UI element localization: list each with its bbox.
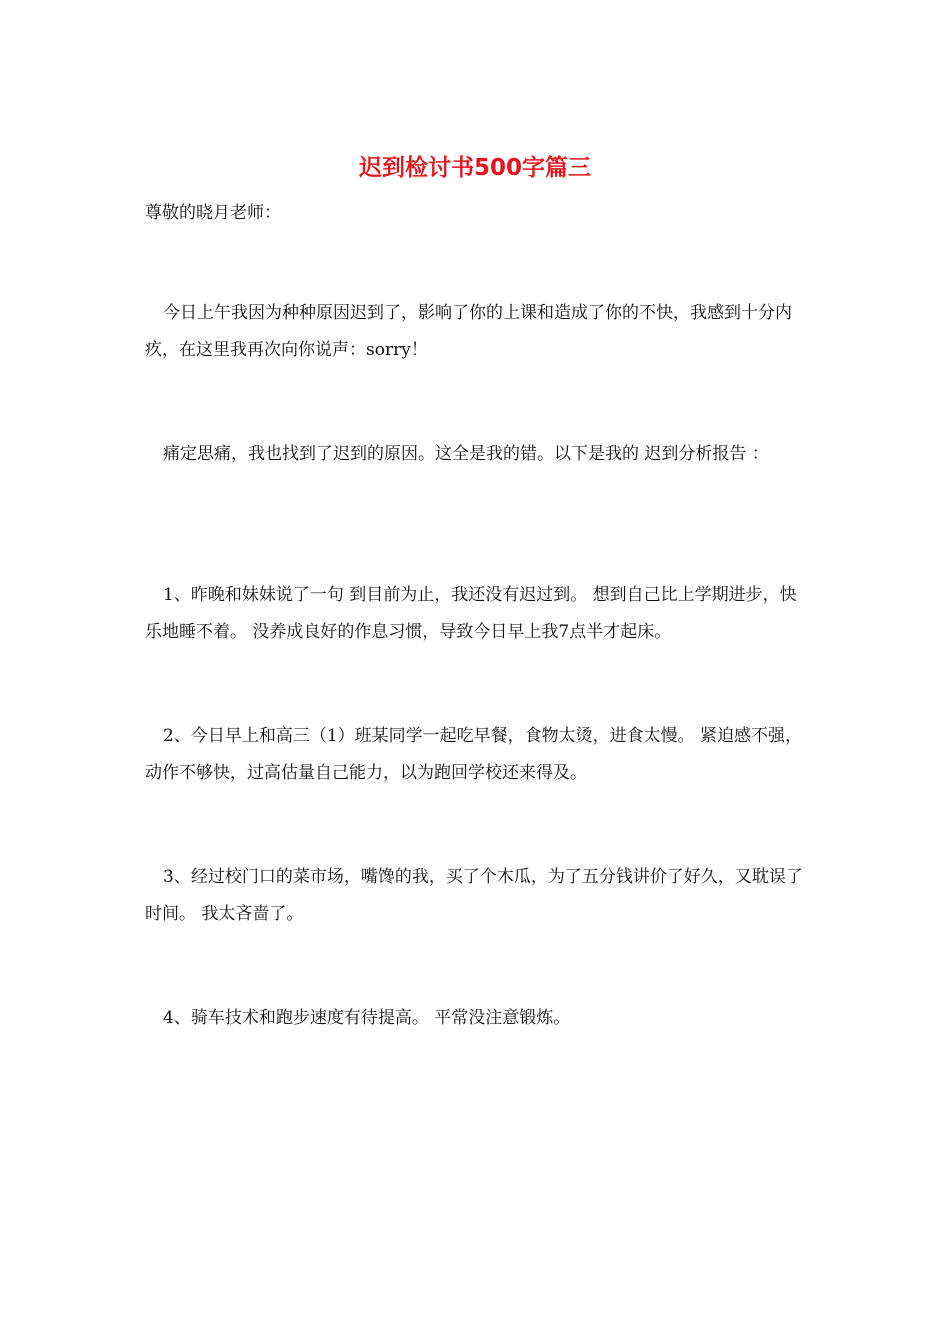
paragraph-reason-1: 1、昨晚和妹妹说了一句 到目前为止，我还没有迟过到。 想到自己比上学期进步，快乐地睡不着。 没养成良好的作息习惯，导致今日早上我7点半才起床。 bbox=[145, 585, 797, 642]
paragraph-reason-4: 4、骑车技术和跑步速度有待提高。 平常没注意锻炼。 bbox=[163, 1008, 571, 1028]
paragraph-reason-3: 3、经过校门口的菜市场，嘴馋的我，买了个木瓜，为了五分钱讲价了好久，又耽误了时间。 我太吝啬了。 bbox=[145, 867, 803, 924]
paragraph-reason-intro: 痛定思痛，我也找到了迟到的原因。这全是我的错。以下是我的 迟到分析报告 ： bbox=[163, 444, 769, 464]
paragraph-reason-2: 2、今日早上和高三（1）班某同学一起吃早餐，食物太烫，进食太慢。 紧迫感不强，动作不够快，过高估量自己能力，以为跑回学校还来得及。 bbox=[145, 726, 803, 783]
paragraph-apology: 今日上午我因为种种原因迟到了，影响了你的上课和造成了你的不快，我感到十分内疚，在这里我再次向你说声：sorry！ bbox=[145, 303, 792, 360]
salutation: 尊敬的晓月老师： bbox=[145, 203, 281, 223]
document-title: 迟到检讨书500字篇三 bbox=[358, 155, 591, 181]
